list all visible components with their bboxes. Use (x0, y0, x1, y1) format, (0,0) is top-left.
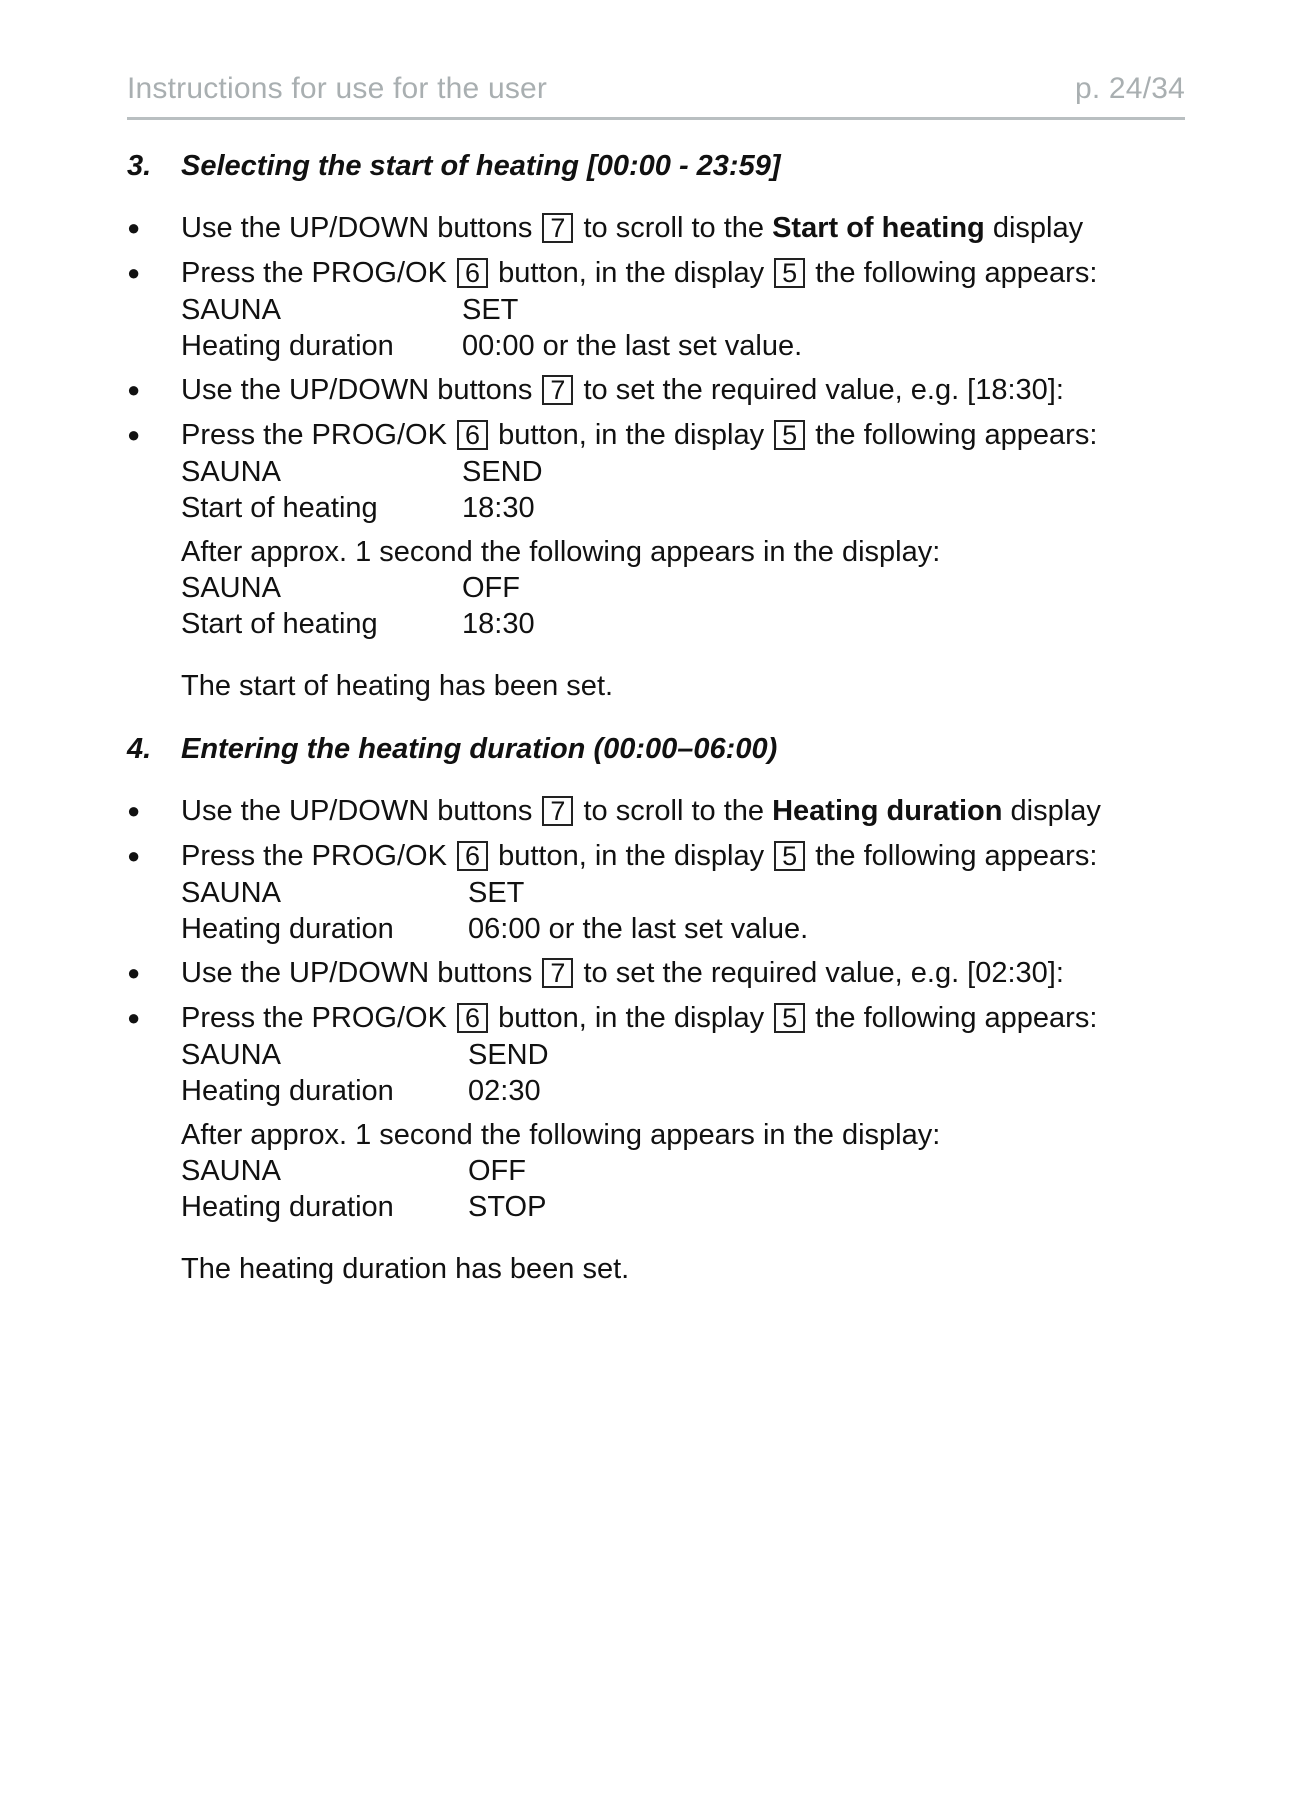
instruction-text: to set the required value, e.g. [18:30]: (583, 374, 1064, 406)
display-value: STOP (468, 1191, 547, 1223)
instruction-line (181, 793, 1101, 829)
display-label: Heating duration (181, 1191, 394, 1223)
display-label: SAUNA (181, 572, 281, 604)
display-value: SET (468, 877, 525, 909)
section-title: Entering the heating duration (00:00–06:00) (181, 733, 778, 765)
display-value: SEND (462, 456, 543, 488)
display-key-5: 5 (774, 258, 805, 288)
bullet-icon: ● (127, 960, 141, 985)
instruction-line (181, 955, 1064, 991)
instruction-line (181, 372, 1064, 408)
display-line (181, 454, 543, 490)
confirmation-text: The heating duration has been set. (181, 1253, 630, 1285)
instruction-line (181, 1000, 1097, 1036)
button-key-7: 7 (542, 375, 573, 405)
page-number: p. 24/34 (1074, 72, 1185, 105)
display-label: SAUNA (181, 877, 281, 909)
display-value: 06:00 or the last set value. (468, 913, 809, 945)
instruction-text: button, in the display (498, 840, 765, 872)
button-key-7: 7 (542, 958, 573, 988)
display-line (181, 490, 535, 526)
display-line (181, 328, 803, 364)
confirmation-text: The start of heating has been set. (181, 670, 614, 702)
instruction-text: display (1010, 795, 1101, 827)
bullet-icon: ● (127, 377, 141, 402)
display-value: 18:30 (462, 608, 535, 640)
instruction-text: the following appears: (815, 1002, 1098, 1034)
display-label: Heating duration (181, 330, 394, 362)
section-3-heading (127, 150, 780, 183)
display-line (181, 875, 525, 911)
instruction-text: Press the PROG/OK (181, 419, 447, 451)
instruction-text: display (992, 212, 1084, 244)
display-key-5: 5 (774, 420, 805, 450)
instruction-text: Use the UP/DOWN buttons (181, 957, 533, 989)
display-value: 18:30 (462, 492, 535, 524)
button-key-7: 7 (542, 213, 573, 243)
after-text: After approx. 1 second the following appears in the display: (181, 1119, 941, 1151)
button-key-7: 7 (542, 796, 573, 826)
display-label: SAUNA (181, 1155, 281, 1187)
display-value: 02:30 (468, 1075, 541, 1107)
display-label: Heating duration (181, 1075, 394, 1107)
instruction-text: Use the UP/DOWN buttons (181, 795, 533, 827)
instruction-text: to scroll to the (583, 212, 765, 244)
display-value: SET (462, 294, 519, 326)
display-line (181, 911, 809, 947)
display-key-5: 5 (774, 841, 805, 871)
bullet-icon: ● (127, 1005, 141, 1030)
instruction-text: the following appears: (815, 840, 1098, 872)
instruction-text: Use the UP/DOWN buttons (181, 374, 533, 406)
display-line (181, 1189, 547, 1225)
instruction-text: the following appears: (815, 257, 1098, 289)
display-label: Start of heating (181, 492, 378, 524)
display-label: Heating duration (181, 913, 394, 945)
section-4-heading (127, 733, 777, 766)
section-title: Selecting the start of heating [00:00 - 23:59] (181, 150, 781, 182)
button-key-6: 6 (457, 1003, 488, 1033)
bullet-icon: ● (127, 422, 141, 447)
instruction-text: Use the UP/DOWN buttons (181, 212, 533, 244)
bullet-icon: ● (127, 843, 141, 868)
display-label: SAUNA (181, 456, 281, 488)
instruction-text: the following appears: (815, 419, 1098, 451)
display-line (181, 1153, 526, 1189)
display-line (181, 1037, 549, 1073)
instruction-text: Press the PROG/OK (181, 257, 447, 289)
bullet-icon: ● (127, 215, 141, 240)
button-key-6: 6 (457, 258, 488, 288)
instruction-line (181, 838, 1097, 874)
display-key-5: 5 (774, 1003, 805, 1033)
display-line (181, 606, 535, 642)
display-label: SAUNA (181, 1039, 281, 1071)
instruction-line (181, 210, 1083, 246)
display-name: Heating duration (772, 795, 1003, 827)
instruction-text: to set the required value, e.g. [02:30]: (583, 957, 1064, 989)
section-number: 3. (127, 150, 152, 182)
bullet-icon: ● (127, 260, 141, 285)
instruction-text: to scroll to the (583, 795, 765, 827)
instruction-text: button, in the display (498, 419, 765, 451)
page-header (127, 68, 1185, 120)
display-label: SAUNA (181, 294, 281, 326)
after-text: After approx. 1 second the following appears in the display: (181, 536, 941, 568)
display-line (181, 292, 519, 328)
instruction-line (181, 255, 1097, 291)
display-name: Start of heating (772, 212, 985, 244)
display-value: SEND (468, 1039, 549, 1071)
instruction-text: button, in the display (498, 257, 765, 289)
header-title: Instructions for use for the user (127, 72, 548, 105)
display-label: Start of heating (181, 608, 378, 640)
display-value: 00:00 or the last set value. (462, 330, 803, 362)
instruction-text: button, in the display (498, 1002, 765, 1034)
instruction-text: Press the PROG/OK (181, 1002, 447, 1034)
display-value: OFF (462, 572, 520, 604)
instruction-line (181, 417, 1097, 453)
display-value: OFF (468, 1155, 526, 1187)
bullet-icon: ● (127, 798, 141, 823)
instruction-text: Press the PROG/OK (181, 840, 447, 872)
display-line (181, 570, 520, 606)
display-line (181, 1073, 541, 1109)
section-number: 4. (127, 733, 152, 765)
button-key-6: 6 (457, 420, 488, 450)
button-key-6: 6 (457, 841, 488, 871)
